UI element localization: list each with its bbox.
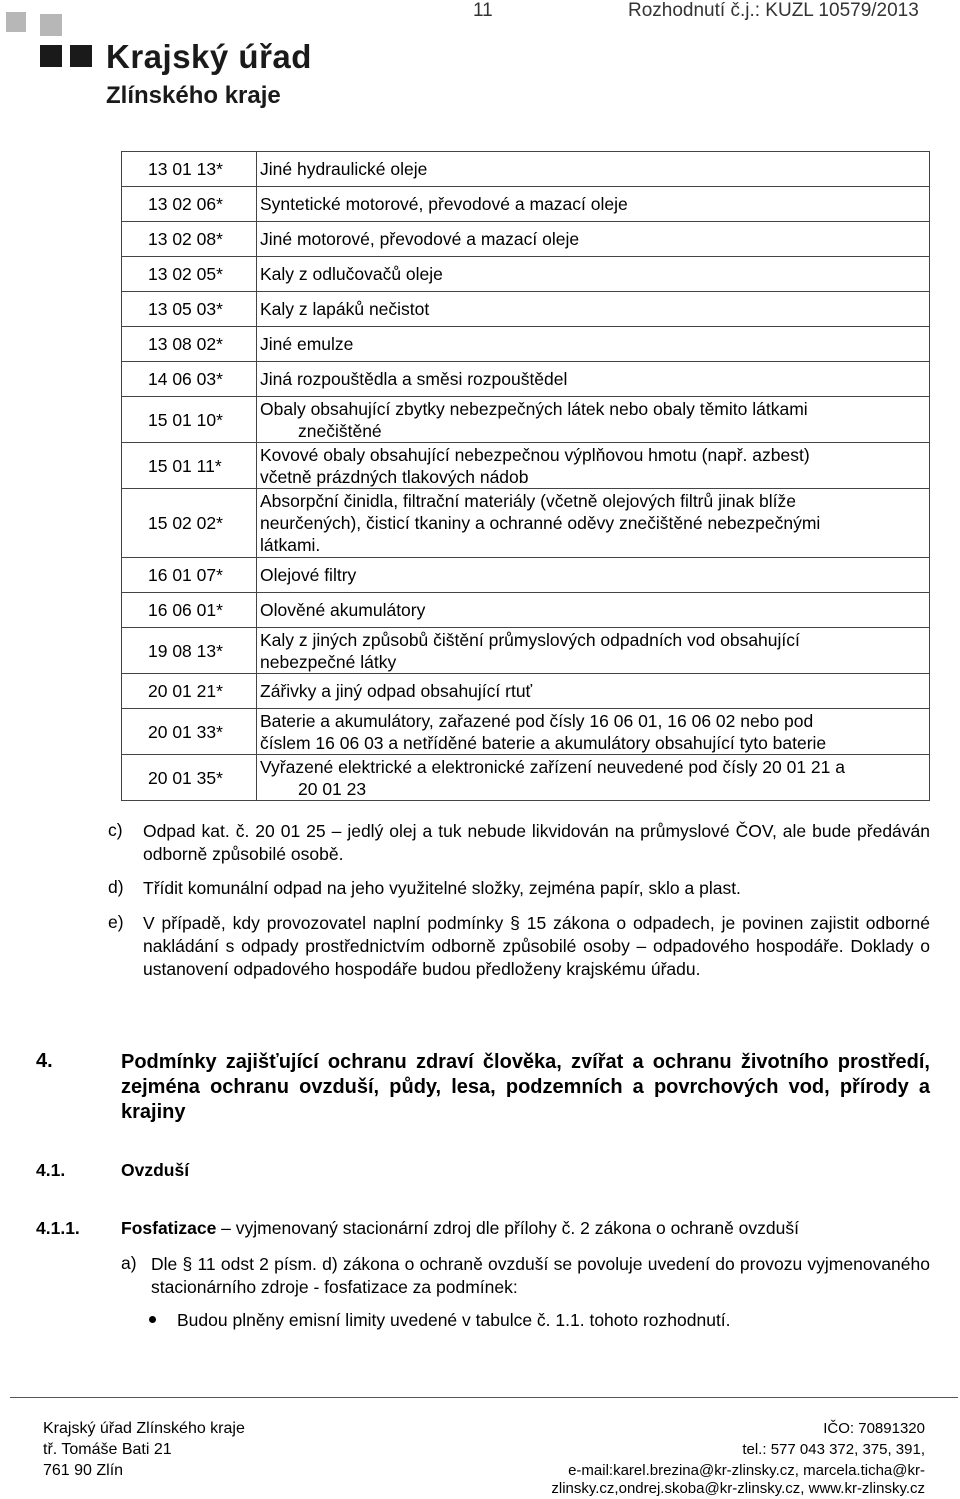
waste-code: 16 06 01*	[122, 593, 257, 628]
table-row	[122, 327, 930, 362]
section-number: 4.	[36, 1050, 53, 1072]
waste-code: 20 01 21*	[122, 674, 257, 709]
waste-code: 13 02 05*	[122, 257, 257, 292]
waste-description: Kovové obaly obsahující nebezpečnou výplňovou hmotu (např. azbest) včetně prázdných tlakových nádob	[257, 443, 930, 489]
table-row	[122, 628, 930, 674]
footer-contact-line: IČO: 70891320	[823, 1420, 925, 1437]
table-row	[122, 674, 930, 709]
waste-code: 13 08 02*	[122, 327, 257, 362]
waste-code: 15 01 10*	[122, 397, 257, 443]
footer-address-line: Krajský úřad Zlínského kraje	[43, 1420, 245, 1437]
bullet-icon	[149, 1316, 156, 1323]
table-row	[122, 443, 930, 489]
table-row	[122, 489, 930, 558]
waste-code: 20 01 35*	[122, 755, 257, 801]
document-reference: Rozhodnutí č.j.: KUZL 10579/2013	[628, 0, 919, 21]
table-row	[122, 152, 930, 187]
table-row	[122, 292, 930, 327]
waste-description: Jiná rozpouštědla a směsi rozpouštědel	[257, 362, 930, 397]
table-row	[122, 755, 930, 801]
table-row	[122, 593, 930, 628]
table-row	[122, 362, 930, 397]
logo-text-line2: Zlínského kraje	[106, 82, 281, 109]
subsection-number: 4.1.1.	[36, 1218, 80, 1238]
waste-description: Jiné emulze	[257, 327, 930, 362]
logo-square-icon	[6, 12, 26, 32]
item-label: d)	[108, 877, 124, 897]
logo-square-icon	[40, 45, 62, 67]
subsection-title-bold: Fosfatizace	[121, 1218, 217, 1238]
bullet-text: Budou plněny emisní limity uvedené v tabulce č. 1.1. tohoto rozhodnutí.	[177, 1310, 731, 1330]
waste-description: Obaly obsahující zbytky nebezpečných látek nebo obaly těmito látkami znečištěné	[257, 397, 930, 443]
table-row	[122, 187, 930, 222]
waste-description: Kaly z jiných způsobů čištění průmyslových odpadních vod obsahující nebezpečné látky	[257, 628, 930, 674]
waste-description: Baterie a akumulátory, zařazené pod čísly 16 06 01, 16 06 02 nebo pod číslem 16 06 03 a netříděné baterie a akumulátory obsahující tyto baterie	[257, 709, 930, 755]
waste-description: Syntetické motorové, převodové a mazací oleje	[257, 187, 930, 222]
table-row	[122, 257, 930, 292]
waste-description: Olověné akumulátory	[257, 593, 930, 628]
item-d-text: Třídit komunální odpad na jeho využitelné složky, zejména papír, sklo a plast.	[143, 878, 741, 898]
item-a-text: Dle § 11 odst 2 písm. d) zákona o ochraně ovzduší se povoluje uvedení do provozu vyjmenovaného stacionárního zdroje - fosfatizace za podmínek:	[151, 1254, 930, 1297]
section-title: Podmínky zajišťující ochranu zdraví člověka, zvířat a ochranu životního prostředí, zejména ochranu ovzduší, půdy, lesa, podzemních a povrchových vod, přírody a krajiny	[121, 1051, 930, 1123]
waste-code: 19 08 13*	[122, 628, 257, 674]
item-label: a)	[121, 1253, 137, 1273]
table-row	[122, 222, 930, 257]
waste-code: 13 02 06*	[122, 187, 257, 222]
logo-text-line1: Krajský úřad	[106, 38, 312, 75]
footer-address-line: 761 90 Zlín	[43, 1462, 124, 1479]
subsection-number: 4.1.	[36, 1160, 66, 1180]
table-row	[122, 709, 930, 755]
waste-code: 15 01 11*	[122, 443, 257, 489]
waste-code: 13 05 03*	[122, 292, 257, 327]
waste-code-table	[121, 151, 930, 801]
footer-contact-line: tel.: 577 043 372, 375, 391,	[742, 1441, 925, 1458]
waste-code: 14 06 03*	[122, 362, 257, 397]
logo-square-icon	[70, 45, 92, 67]
table-row	[122, 558, 930, 593]
subsection-title-rest: – vyjmenovaný stacionární zdroj dle přílohy č. 2 zákona o ochraně ovzduší	[216, 1218, 799, 1238]
item-e-text: V případě, kdy provozovatel naplní podmínky § 15 zákona o odpadech, je povinen zajistit odborné nakládání s odpady prostřednictvím odborně způsobilé osoby – odpadového hospodáře. Doklady o ustanovení odpadového hospodáře budou předloženy krajskému úřadu.	[143, 913, 930, 979]
page-number: 11	[473, 0, 493, 21]
waste-description: Absorpční činidla, filtrační materiály (včetně olejových filtrů jinak blíže neurčených), čisticí tkaniny a ochranné oděvy znečištěné nebezpečnými látkami.	[257, 489, 930, 558]
waste-code: 13 02 08*	[122, 222, 257, 257]
waste-code: 20 01 33*	[122, 709, 257, 755]
footer-address-line: tř. Tomáše Bati 21	[43, 1441, 172, 1458]
item-label: e)	[108, 912, 124, 932]
waste-code: 13 01 13*	[122, 152, 257, 187]
logo-square-icon	[40, 14, 62, 36]
waste-description: Jiné motorové, převodové a mazací oleje	[257, 222, 930, 257]
waste-description: Jiné hydraulické oleje	[257, 152, 930, 187]
waste-description: Vyřazené elektrické a elektronické zařízení neuvedené pod čísly 20 01 21 a 20 01 23	[257, 755, 930, 801]
subsection-title	[121, 1218, 799, 1239]
waste-description: Kaly z lapáků nečistot	[257, 292, 930, 327]
footer-divider	[10, 1397, 958, 1398]
table-row	[122, 397, 930, 443]
waste-description: Olejové filtry	[257, 558, 930, 593]
waste-description: Zářivky a jiný odpad obsahující rtuť	[257, 674, 930, 709]
item-label: c)	[108, 820, 123, 840]
footer-contact-line: e-mail:karel.brezina@kr-zlinsky.cz, marcela.ticha@kr-	[568, 1462, 925, 1479]
waste-code: 16 01 07*	[122, 558, 257, 593]
waste-description: Kaly z odlučovačů oleje	[257, 257, 930, 292]
item-c-text: Odpad kat. č. 20 01 25 – jedlý olej a tuk nebude likvidován na průmyslové ČOV, ale bude předáván odborně způsobilé osobě.	[143, 821, 930, 864]
footer-contact-line: zlinsky.cz,ondrej.skoba@kr-zlinsky.cz, www.kr-zlinsky.cz	[551, 1480, 925, 1497]
waste-code: 15 02 02*	[122, 489, 257, 558]
subsection-title: Ovzduší	[121, 1160, 190, 1180]
